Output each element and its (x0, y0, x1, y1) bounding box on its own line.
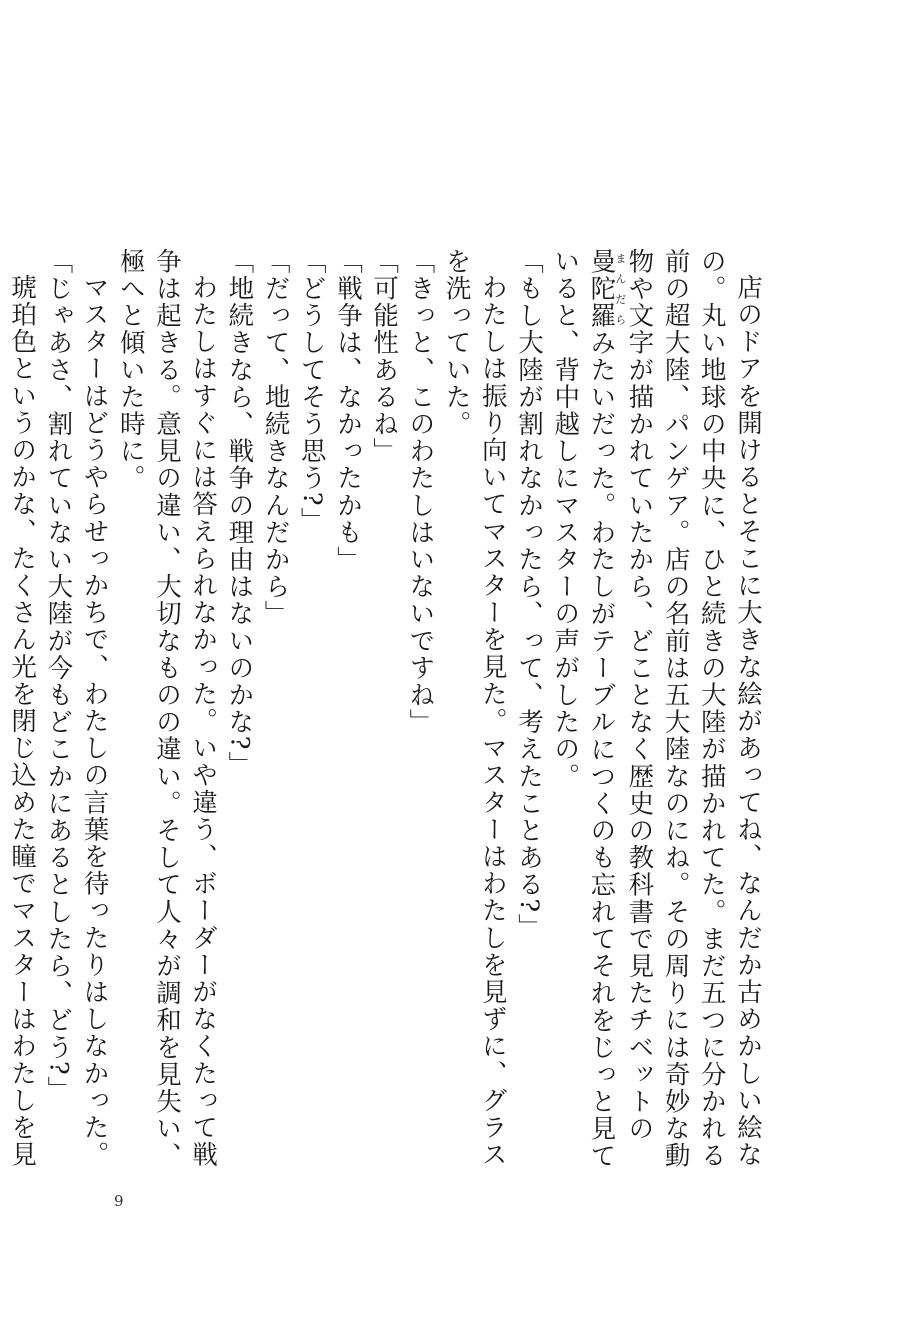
paragraph: 「地続きなら、戦争の理由はないのかな?」 (224, 248, 255, 779)
ruby-word: 曼陀羅まんだら (586, 248, 627, 330)
paragraph: 「じゃあさ、割れていない大陸が今もどこかにあるとしたら、どう?」 (43, 248, 74, 1104)
paragraph: わたしはすぐには答えられなかった。いや違う、ボーダーがなくたって戦争は起きる。意見の違い、大切なものの違い。そして人々が調和を見失い、極へと傾いた時に。 (115, 248, 219, 1170)
paragraph: 琥珀色というのかな、たくさん光を閉じ込めた瞳でマスターはわたしを見 (7, 273, 38, 1168)
vertical-text-body (7, 248, 766, 1188)
paragraph: 「どうしてそう思う?」 (296, 248, 327, 535)
paragraph: マスターはどうやらせっかちで、わたしの言葉を待ったりはしなかった。 (79, 273, 110, 1168)
paragraph: 「だって、地続きなんだから」 (260, 248, 291, 628)
paragraph: わたしは振り向いてマスターを見た。マスターはわたしを見ずに、グラスを洗っていた。 (441, 248, 508, 1168)
paragraph: 「きっと、このわたしはいないですね」 (405, 248, 436, 736)
paragraph: 「可能性あるね」 (369, 248, 400, 465)
page-number: 9 (114, 1192, 124, 1210)
paragraph: 店のドアを開けるとそこに大きな絵があってね、なんだか古めかしい絵なの。丸い地球の中央に、ひと続きの大陸が描かれてた。まだ五つに分かれる前の超大陸、パンゲア。店の名前は五大陸なのにね。その周りには奇妙な動物や文字が描かれていたから、どことなく歴史の教科書で見たチベットの曼陀羅まんだらみたいだった。わたしがテーブルにつくのも忘れてそれをじっと見ていると、背中越しにマスターの声がしたの。 (550, 248, 763, 1170)
paragraph: 「もし大陸が割れなかったら、って、考えたことある?」 (513, 248, 544, 941)
paragraph: 「戦争は、なかったかも」 (332, 248, 363, 574)
